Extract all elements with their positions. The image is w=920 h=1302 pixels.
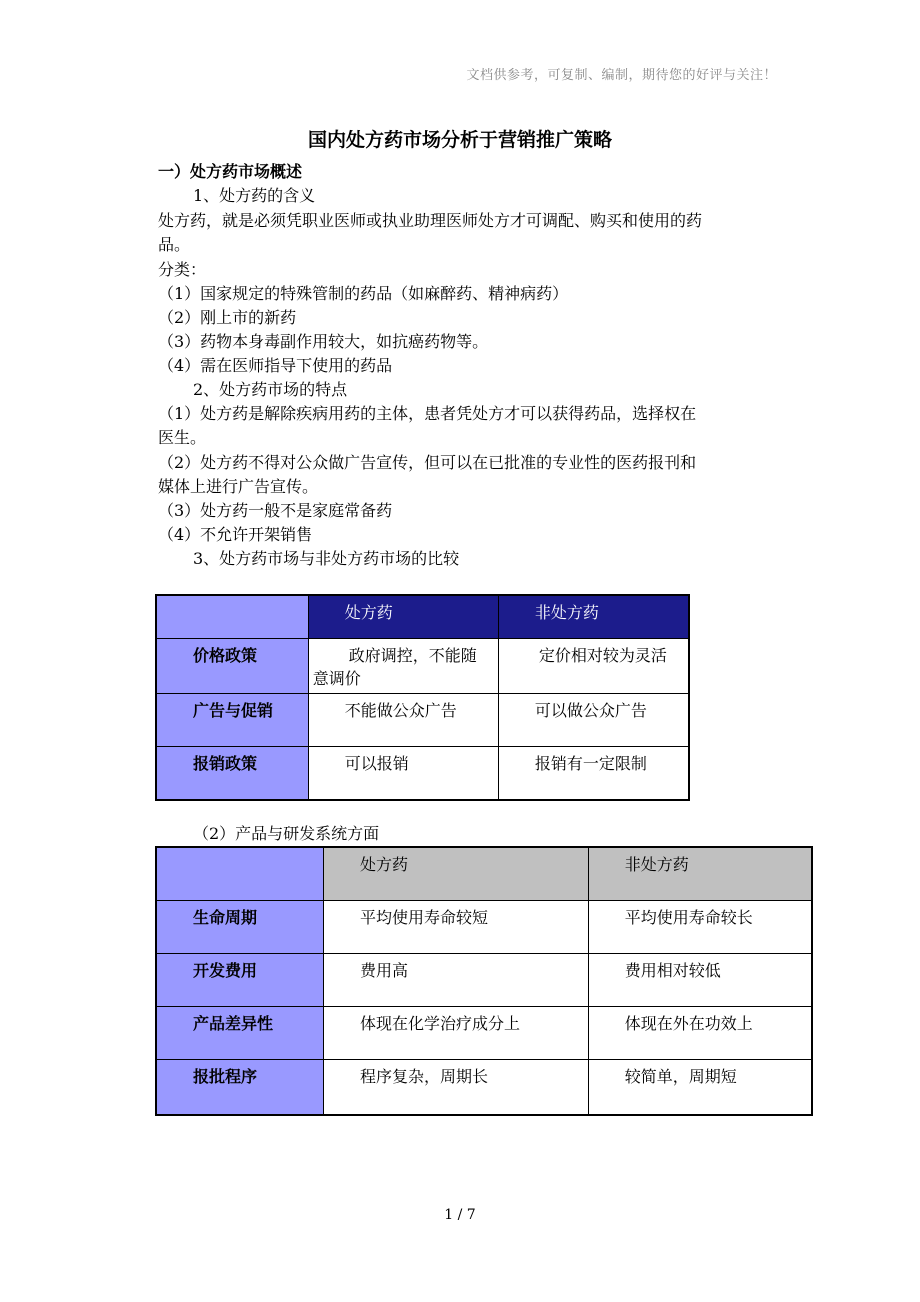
table-corner-cell: [156, 595, 308, 639]
feature-text-line: （3）处方药一般不是家庭常备药: [158, 501, 393, 520]
table-cell: 程序复杂，周期长: [324, 1060, 589, 1116]
classification-item: （4）需在医师指导下使用的药品: [158, 356, 393, 375]
feature-text-line: 媒体上进行广告宣传。: [158, 477, 319, 496]
row-header: 产品差异性: [156, 1007, 324, 1060]
classification-item: （2）刚上市的新药: [158, 308, 297, 327]
row-header: 价格政策: [156, 639, 308, 694]
feature-text-line: 医生。: [158, 428, 207, 447]
table-header-row: [156, 595, 689, 639]
column-header-rx: 处方药: [324, 847, 589, 901]
table-cell: 体现在化学治疗成分上: [324, 1007, 589, 1060]
document-title: 国内处方药市场分析于营销推广策略: [307, 129, 612, 151]
table-row: [156, 639, 689, 694]
table-row: [156, 954, 812, 1007]
table-corner-cell: [156, 847, 324, 901]
subheading-product-rd: （2）产品与研发系统方面: [193, 824, 380, 843]
table-row: [156, 1060, 812, 1116]
section-heading: 一）处方药市场概述: [158, 162, 303, 181]
table-row: [156, 694, 689, 747]
table-row: [156, 901, 812, 954]
row-header: 报销政策: [156, 747, 308, 801]
table-cell: 政府调控，不能随意调价: [308, 639, 498, 694]
feature-text-line: （4）不允许开架销售: [158, 525, 313, 544]
row-header: 生命周期: [156, 901, 324, 954]
table-cell: 不能做公众广告: [308, 694, 498, 747]
column-header-rx: 处方药: [308, 595, 498, 639]
subheading-comparison: 3、处方药市场与非处方药市场的比较: [193, 549, 460, 568]
subheading-definition: 1、处方药的含义: [193, 186, 316, 205]
table-cell: 体现在外在功效上: [588, 1007, 812, 1060]
table-cell: 费用相对较低: [588, 954, 812, 1007]
column-header-otc: 非处方药: [588, 847, 812, 901]
table-cell: 定价相对较为灵活: [498, 639, 689, 694]
feature-text-line: （2）处方药不得对公众做广告宣传，但可以在已批准的专业性的医药报刊和: [158, 453, 697, 472]
definition-text-line: 品。: [158, 235, 191, 254]
classification-item: （3）药物本身毒副作用较大，如抗癌药物等。: [158, 332, 489, 351]
table-cell: 较简单，周期短: [588, 1060, 812, 1116]
feature-text-line: （1）处方药是解除疾病用药的主体，患者凭处方才可以获得药品，选择权在: [158, 404, 697, 423]
subheading-features: 2、处方药市场的特点: [193, 380, 348, 399]
row-header: 广告与促销: [156, 694, 308, 747]
page-number: 1 / 7: [444, 1207, 476, 1223]
row-header: 报批程序: [156, 1060, 324, 1116]
table-cell: 可以报销: [308, 747, 498, 801]
definition-text-line: 处方药，就是必须凭职业医师或执业助理医师处方才可调配、购买和使用的药: [158, 211, 703, 230]
table-header-row: [156, 847, 812, 901]
table-cell: 费用高: [324, 954, 589, 1007]
table-row: [156, 1007, 812, 1060]
table-cell: 报销有一定限制: [498, 747, 689, 801]
comparison-table-market: [155, 594, 690, 801]
table-cell: 平均使用寿命较长: [588, 901, 812, 954]
row-header: 开发费用: [156, 954, 324, 1007]
table-row: [156, 747, 689, 801]
table-cell: 平均使用寿命较短: [324, 901, 589, 954]
classification-item: （1）国家规定的特殊管制的药品（如麻醉药、精神病药）: [158, 284, 569, 303]
column-header-otc: 非处方药: [498, 595, 689, 639]
header-note: 文档供参考，可复制、编制，期待您的好评与关注！: [466, 68, 777, 83]
table-cell: 可以做公众广告: [498, 694, 689, 747]
classification-label: 分类：: [158, 260, 207, 279]
comparison-table-product: [155, 846, 813, 1116]
